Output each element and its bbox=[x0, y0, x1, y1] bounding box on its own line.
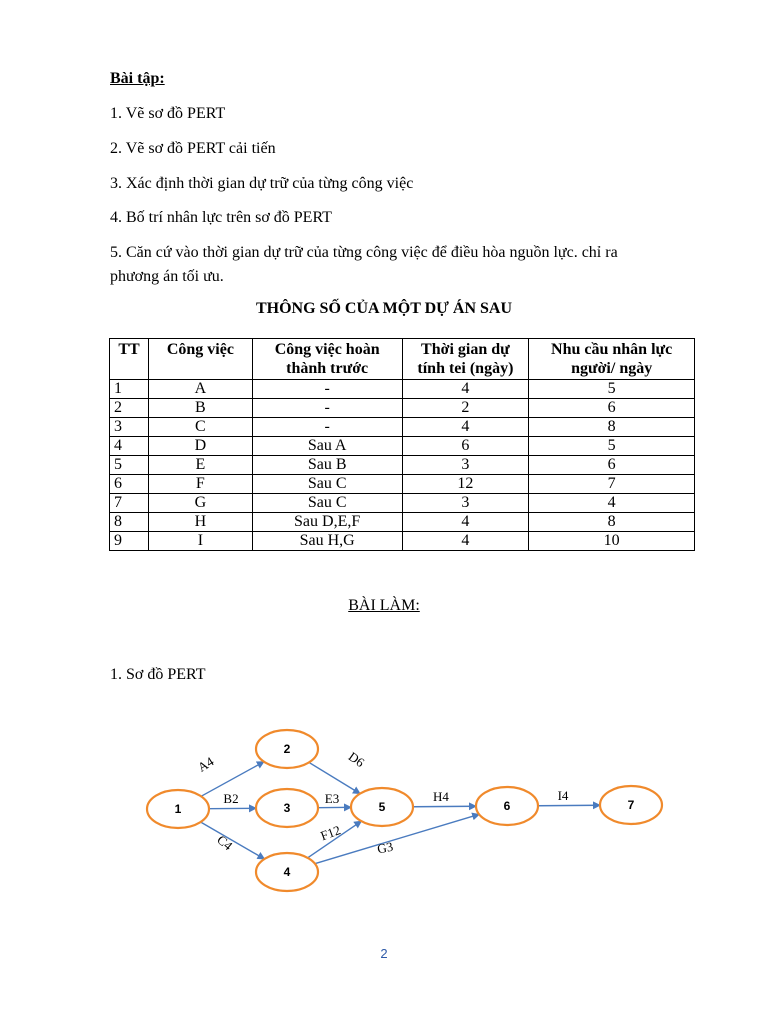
cell-duration: 4 bbox=[402, 513, 529, 532]
table-header-row bbox=[110, 339, 695, 380]
node-label: 2 bbox=[283, 742, 291, 756]
node-label: 1 bbox=[174, 802, 182, 816]
table-row bbox=[110, 399, 695, 418]
cell-tt: 1 bbox=[110, 380, 149, 399]
section-1-heading: 1. Sơ đồ PERT bbox=[110, 666, 206, 683]
cell-predecessor: - bbox=[252, 399, 402, 418]
header-predecessor: Công việc hoàn thành trước bbox=[252, 339, 402, 380]
exercise-item-5-cont: phương án tối ưu. bbox=[110, 268, 224, 285]
cell-duration: 3 bbox=[402, 494, 529, 513]
solution-title: BÀI LÀM: bbox=[348, 597, 420, 614]
exercise-item-4: 4. Bố trí nhân lực trên sơ đồ PERT bbox=[110, 209, 332, 226]
cell-predecessor: Sau D,E,F bbox=[252, 513, 402, 532]
header-duration: Thời gian dự tính tei (ngày) bbox=[402, 339, 529, 380]
edge-label: C4 bbox=[214, 831, 236, 854]
cell-duration: 4 bbox=[402, 418, 529, 437]
cell-duration: 4 bbox=[402, 380, 529, 399]
table-row bbox=[110, 494, 695, 513]
cell-labor: 8 bbox=[529, 513, 695, 532]
cell-task: I bbox=[148, 532, 252, 551]
cell-predecessor: Sau A bbox=[252, 437, 402, 456]
cell-task: G bbox=[148, 494, 252, 513]
cell-task: H bbox=[148, 513, 252, 532]
cell-tt: 8 bbox=[110, 513, 149, 532]
cell-tt: 5 bbox=[110, 456, 149, 475]
cell-labor: 5 bbox=[529, 380, 695, 399]
exercise-item-2: 2. Vẽ sơ đồ PERT cải tiến bbox=[110, 140, 276, 157]
cell-task: D bbox=[148, 437, 252, 456]
table-row bbox=[110, 513, 695, 532]
table-row bbox=[110, 418, 695, 437]
project-parameters-table bbox=[109, 338, 695, 551]
node-label: 4 bbox=[283, 865, 291, 879]
exercise-item-1: 1. Vẽ sơ đồ PERT bbox=[110, 105, 226, 122]
node-label: 7 bbox=[627, 798, 635, 812]
edge-label: A4 bbox=[194, 753, 217, 775]
edge-label: H4 bbox=[433, 789, 449, 804]
edge-6-7 bbox=[538, 805, 600, 806]
cell-task: B bbox=[148, 399, 252, 418]
node-label: 6 bbox=[503, 799, 511, 813]
cell-tt: 7 bbox=[110, 494, 149, 513]
cell-tt: 2 bbox=[110, 399, 149, 418]
cell-duration: 6 bbox=[402, 437, 529, 456]
cell-predecessor: Sau C bbox=[252, 475, 402, 494]
cell-tt: 9 bbox=[110, 532, 149, 551]
cell-task: C bbox=[148, 418, 252, 437]
exercise-item-3: 3. Xác định thời gian dự trữ của từng công việc bbox=[110, 175, 414, 192]
cell-tt: 4 bbox=[110, 437, 149, 456]
node-label: 3 bbox=[283, 801, 291, 815]
cell-task: E bbox=[148, 456, 252, 475]
cell-predecessor: Sau H,G bbox=[252, 532, 402, 551]
cell-labor: 4 bbox=[529, 494, 695, 513]
node-label: 5 bbox=[378, 800, 386, 814]
cell-tt: 6 bbox=[110, 475, 149, 494]
cell-duration: 4 bbox=[402, 532, 529, 551]
table-row bbox=[110, 456, 695, 475]
cell-labor: 6 bbox=[529, 456, 695, 475]
edge-label: B2 bbox=[223, 791, 239, 806]
exercise-item-5: 5. Căn cứ vào thời gian dự trữ của từng công việc để điều hòa nguồn lực. chỉ ra bbox=[110, 244, 618, 261]
cell-tt: 3 bbox=[110, 418, 149, 437]
header-tt: TT bbox=[110, 339, 149, 380]
exercise-heading: Bài tập: bbox=[110, 70, 165, 87]
edge-5-6 bbox=[413, 806, 476, 807]
table-row bbox=[110, 532, 695, 551]
edge-label: E3 bbox=[324, 791, 340, 806]
cell-labor: 8 bbox=[529, 418, 695, 437]
cell-task: A bbox=[148, 380, 252, 399]
cell-duration: 2 bbox=[402, 399, 529, 418]
page-number: 2 bbox=[380, 946, 388, 961]
cell-task: F bbox=[148, 475, 252, 494]
cell-predecessor: Sau B bbox=[252, 456, 402, 475]
cell-duration: 3 bbox=[402, 456, 529, 475]
cell-predecessor: - bbox=[252, 380, 402, 399]
edge-2-5 bbox=[309, 762, 360, 793]
table-row bbox=[110, 437, 695, 456]
cell-labor: 10 bbox=[529, 532, 695, 551]
table-row bbox=[110, 475, 695, 494]
cell-predecessor: - bbox=[252, 418, 402, 437]
header-labor: Nhu cầu nhân lực người/ ngày bbox=[529, 339, 695, 380]
pert-diagram bbox=[0, 700, 768, 900]
cell-labor: 5 bbox=[529, 437, 695, 456]
cell-labor: 7 bbox=[529, 475, 695, 494]
cell-duration: 12 bbox=[402, 475, 529, 494]
edge-label: F12 bbox=[318, 822, 343, 844]
edge-label: G3 bbox=[375, 838, 395, 857]
table-row bbox=[110, 380, 695, 399]
cell-predecessor: Sau C bbox=[252, 494, 402, 513]
edge-label: I4 bbox=[557, 788, 569, 803]
table-title: THÔNG SỐ CỦA MỘT DỰ ÁN SAU bbox=[255, 300, 513, 317]
header-task: Công việc bbox=[148, 339, 252, 380]
cell-labor: 6 bbox=[529, 399, 695, 418]
edge-label: D6 bbox=[345, 748, 368, 771]
